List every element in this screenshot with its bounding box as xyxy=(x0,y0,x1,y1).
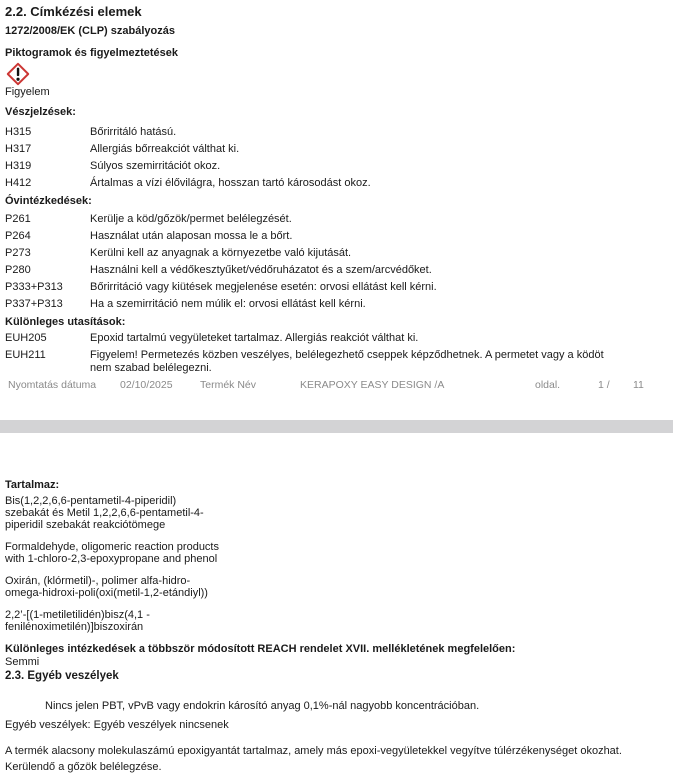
substance-line: Bis(1,2,2,6,6-pentametil-4-piperidil) xyxy=(5,495,177,507)
contains-heading: Tartalmaz: xyxy=(5,479,60,491)
hazard-code: H317 xyxy=(5,143,32,155)
page-current: 1 / xyxy=(598,379,610,391)
substance-line: 2,2’-[(1-metiletilidén)bisz(4,1 - xyxy=(5,609,150,621)
precaution-text: Használat után alaposan mossa le a bőrt. xyxy=(90,230,293,242)
hazard-code: H319 xyxy=(5,160,32,172)
hazard-row xyxy=(5,124,668,141)
precaution-row xyxy=(5,262,668,279)
precaution-text: Kerülni kell az anyagnak a környezetbe való kijutását. xyxy=(90,247,352,259)
precaution-row xyxy=(5,296,668,313)
page-break-band xyxy=(0,420,673,433)
precaution-code: P337+P313 xyxy=(5,298,63,310)
precaution-row xyxy=(5,245,668,262)
substance-list xyxy=(5,495,668,633)
euh-text: Figyelem! Permetezés közben veszélyes, belélegezhető cseppek képződhetnek. A permetet vagy a ködöt nem szabad belélegezni. xyxy=(90,349,604,374)
euh-code: EUH205 xyxy=(5,332,47,344)
precaution-code: P280 xyxy=(5,264,31,276)
precautionary-statements-heading: Óvintézkedések: xyxy=(5,195,92,207)
reach-measures-value: Semmi xyxy=(5,656,40,668)
special-instructions-list xyxy=(5,332,668,375)
substance-item xyxy=(5,609,345,633)
euh-row xyxy=(5,349,668,375)
euh-row xyxy=(5,332,668,345)
precaution-row xyxy=(5,211,668,228)
ghs07-pictogram xyxy=(5,62,668,86)
clp-regulation-heading: 1272/2008/EK (CLP) szabályozás xyxy=(5,25,175,37)
pictograms-heading: Piktogramok és figyelmeztetések xyxy=(5,47,179,59)
precaution-row xyxy=(5,279,668,296)
hazard-text: Súlyos szemirritációt okoz. xyxy=(90,160,221,172)
precaution-row xyxy=(5,228,668,245)
precautionary-statements-list xyxy=(5,211,668,313)
precaution-text: Bőrirritáció vagy kiütések megjelenése esetén: orvosi ellátást kell kérni. xyxy=(90,281,437,293)
section-2-2-title: 2.2. Címkézési elemek xyxy=(5,4,142,19)
precaution-code: P264 xyxy=(5,230,31,242)
hazard-row xyxy=(5,175,668,192)
reach-measures-heading: Különleges intézkedések a többször módosított REACH rendelet XVII. mellékletének megfelelően: xyxy=(5,643,516,655)
special-instructions-heading: Különleges utasítások: xyxy=(5,316,126,328)
hazard-code: H412 xyxy=(5,177,32,189)
precaution-text: Ha a szemirritáció nem múlik el: orvosi ellátást kell kérni. xyxy=(90,298,366,310)
hazard-statements-heading: Vészjelzések: xyxy=(5,106,76,118)
hazard-code: H315 xyxy=(5,126,32,138)
product-name-label: Termék Név xyxy=(200,379,257,391)
hazard-text: Bőrirritáló hatású. xyxy=(90,126,177,138)
substance-line: with 1-chloro-2,3-epoxypropane and phenol xyxy=(5,553,218,565)
precaution-code: P261 xyxy=(5,213,31,225)
page-total: 11 xyxy=(633,379,644,391)
hazard-text: Ártalmas a vízi élővilágra, hosszan tartó károsodást okoz. xyxy=(90,177,371,189)
print-date-label: Nyomtatás dátuma xyxy=(8,379,97,391)
euh-code: EUH211 xyxy=(5,349,46,361)
substance-line: omega-hidroxi-poli(oxi(metil-1,2-etándiyl)) xyxy=(5,587,208,599)
hazard-statements-list xyxy=(5,124,668,192)
page-footer xyxy=(5,379,668,393)
other-hazards-line: Egyéb veszélyek: Egyéb veszélyek nincsenek xyxy=(5,719,229,731)
pbt-note: Nincs jelen PBT, vPvB vagy endokrin károsító anyag 0,1%-nál nagyobb koncentrációban. xyxy=(45,700,480,712)
precaution-text: Használni kell a védőkesztyűket/védőruházatot és a szem/arcvédőket. xyxy=(90,264,432,276)
print-date-value: 02/10/2025 xyxy=(120,379,173,391)
page-label: oldal. xyxy=(535,379,561,391)
substance-item xyxy=(5,541,345,565)
substance-line: fenilénoximetilén)]biszoxirán xyxy=(5,621,144,633)
hazard-row xyxy=(5,158,668,175)
precaution-code: P333+P313 xyxy=(5,281,63,293)
exclamation-mark-icon xyxy=(5,62,31,86)
hazard-row xyxy=(5,141,668,158)
section-2-3-title: 2.3. Egyéb veszélyek xyxy=(5,670,119,682)
hazard-text: Allergiás bőrreakciót válthat ki. xyxy=(90,143,240,155)
precaution-code: P273 xyxy=(5,247,31,259)
substance-line: piperidil szebakát reakciótömege xyxy=(5,519,166,531)
precaution-text: Kerülje a köd/gőzök/permet belélegzését. xyxy=(90,213,292,225)
signal-word: Figyelem xyxy=(5,86,50,98)
euh-text: Epoxid tartalmú vegyületeket tartalmaz. Allergiás reakciót válthat ki. xyxy=(90,332,419,344)
substance-item xyxy=(5,575,345,599)
substance-line: Oxirán, (klórmetil)-, polimer alfa-hidro- xyxy=(5,575,191,587)
product-name-value: KERAPOXY EASY DESIGN /A xyxy=(300,379,445,391)
substance-item xyxy=(5,495,345,531)
substance-line: Formaldehyde, oligomeric reaction products xyxy=(5,541,219,553)
epoxy-note: A termék alacsony molekulaszámú epoxigyantát tartalmaz, amely más epoxi-vegyületekkel vegyítve túlérzékenységet okozhat. Kerülendő a gőzök belélegzése. xyxy=(5,745,622,773)
substance-line: szebakát és Metil 1,2,2,6,6-pentametil-4- xyxy=(5,507,204,519)
